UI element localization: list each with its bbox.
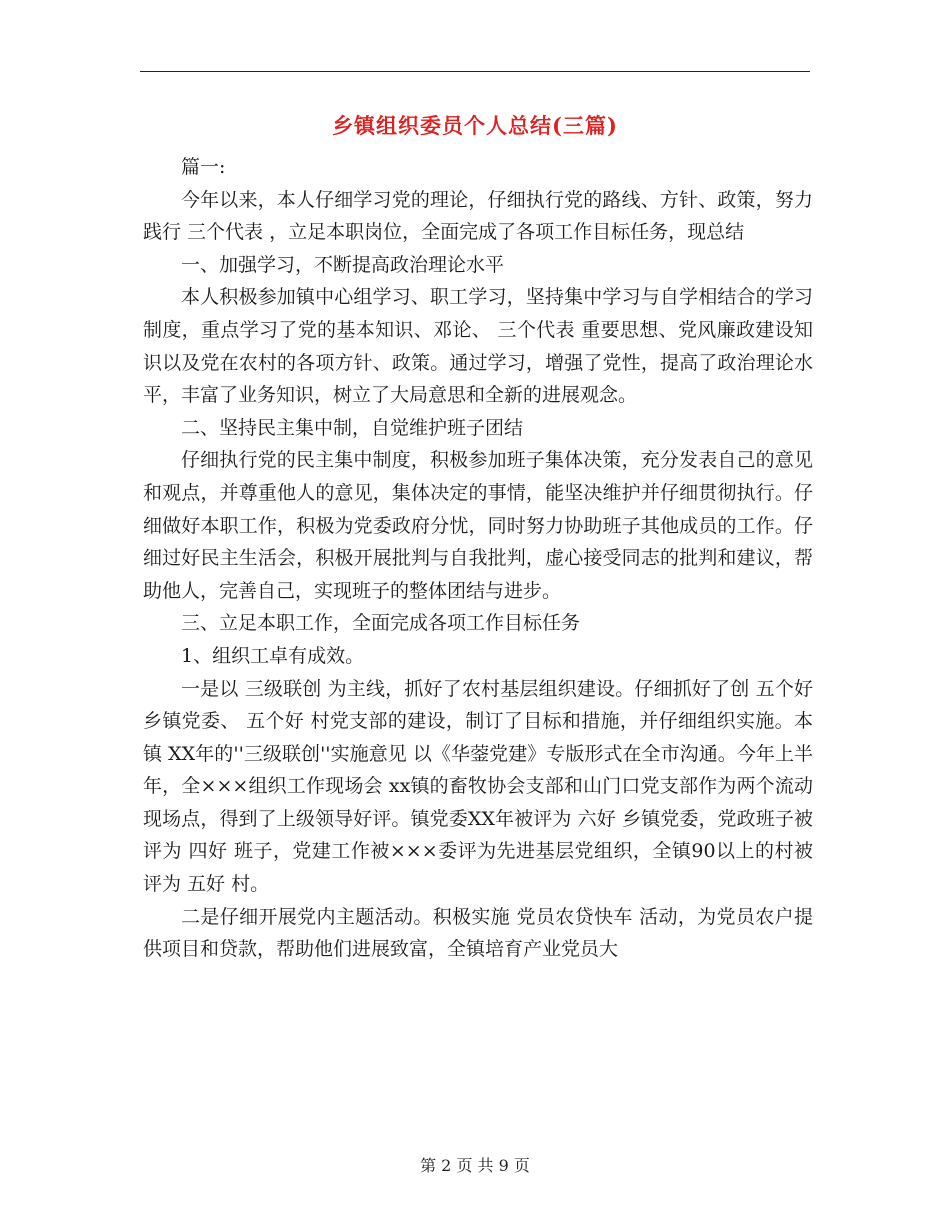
- header-rule: [140, 71, 810, 72]
- heading-democracy: 二、坚持民主集中制，自觉维护班子团结: [181, 416, 524, 439]
- paragraph-point-one: 一是以 三级联创 为主线，抓好了农村基层组织建设。仔细抓好了创 五个好 乡镇党委、 五个好 村党支部的建设，制订了目标和措施，并仔细组织实施。本镇 XX年的''三级联创''实施意见 以《华蓥党建》专版形式在全市沟通。今年上半年，全×××组织工作现场会 xx镇的畜牧协会支部和山门口党支部作为两个流动现场点，得到了上级领导好评。镇党委XX年被评为 六好 乡镇党委，党政班子被评为 四好 班子，党建工作被×××委评为先进基层党组织，全镇90以上的村被评为 五好 村。: [143, 677, 813, 896]
- subheading-organization: 1、组织工卓有成效。: [181, 644, 365, 667]
- heading-study: 一、加强学习，不断提高政治理论水平: [181, 253, 505, 276]
- paragraph-point-two: 二是仔细开展党内主题活动。积极实施 党员农贷快车 活动，为党员农户提供项目和贷款，帮助他们进展致富，全镇培育产业党员大: [143, 905, 813, 961]
- heading-duties: 三、立足本职工作，全面完成各项工作目标任务: [181, 612, 581, 635]
- page-number: 第 2 页 共 9 页: [420, 1156, 530, 1175]
- document-title: 乡镇组织委员个人总结(三篇): [332, 113, 618, 138]
- paragraph-intro: 今年以来，本人仔细学习党的理论，仔细执行党的路线、方针、政策，努力践行 三个代表 ，立足本职岗位，全面完成了各项工作目标任务，现总结: [143, 188, 813, 244]
- paragraph-democracy: 仔细执行党的民主集中制度，积极参加班子集体决策，充分发表自己的意见和观点，并尊重他人的意见，集体决定的事情，能坚决维护并仔细贯彻执行。仔细做好本职工作，积极为党委政府分忧，同时努力协助班子其他成员的工作。仔细过好民主生活会，积极开展批判与自我批判，虚心接受同志的批判和建议，帮助他人，完善自己，实现班子的整体团结与进步。: [143, 449, 813, 602]
- paragraph-study: 本人积极参加镇中心组学习、职工学习，坚持集中学习与自学相结合的学习制度，重点学习了党的基本知识、邓论、 三个代表 重要思想、党风廉政建设知识以及党在农村的各项方针、政策。通过学习，增强了党性，提高了政治理论水平，丰富了业务知识，树立了大局意思和全新的进展观念。: [143, 286, 813, 407]
- paragraph-section-label: 篇一:: [181, 156, 226, 178]
- document-body: [143, 151, 813, 966]
